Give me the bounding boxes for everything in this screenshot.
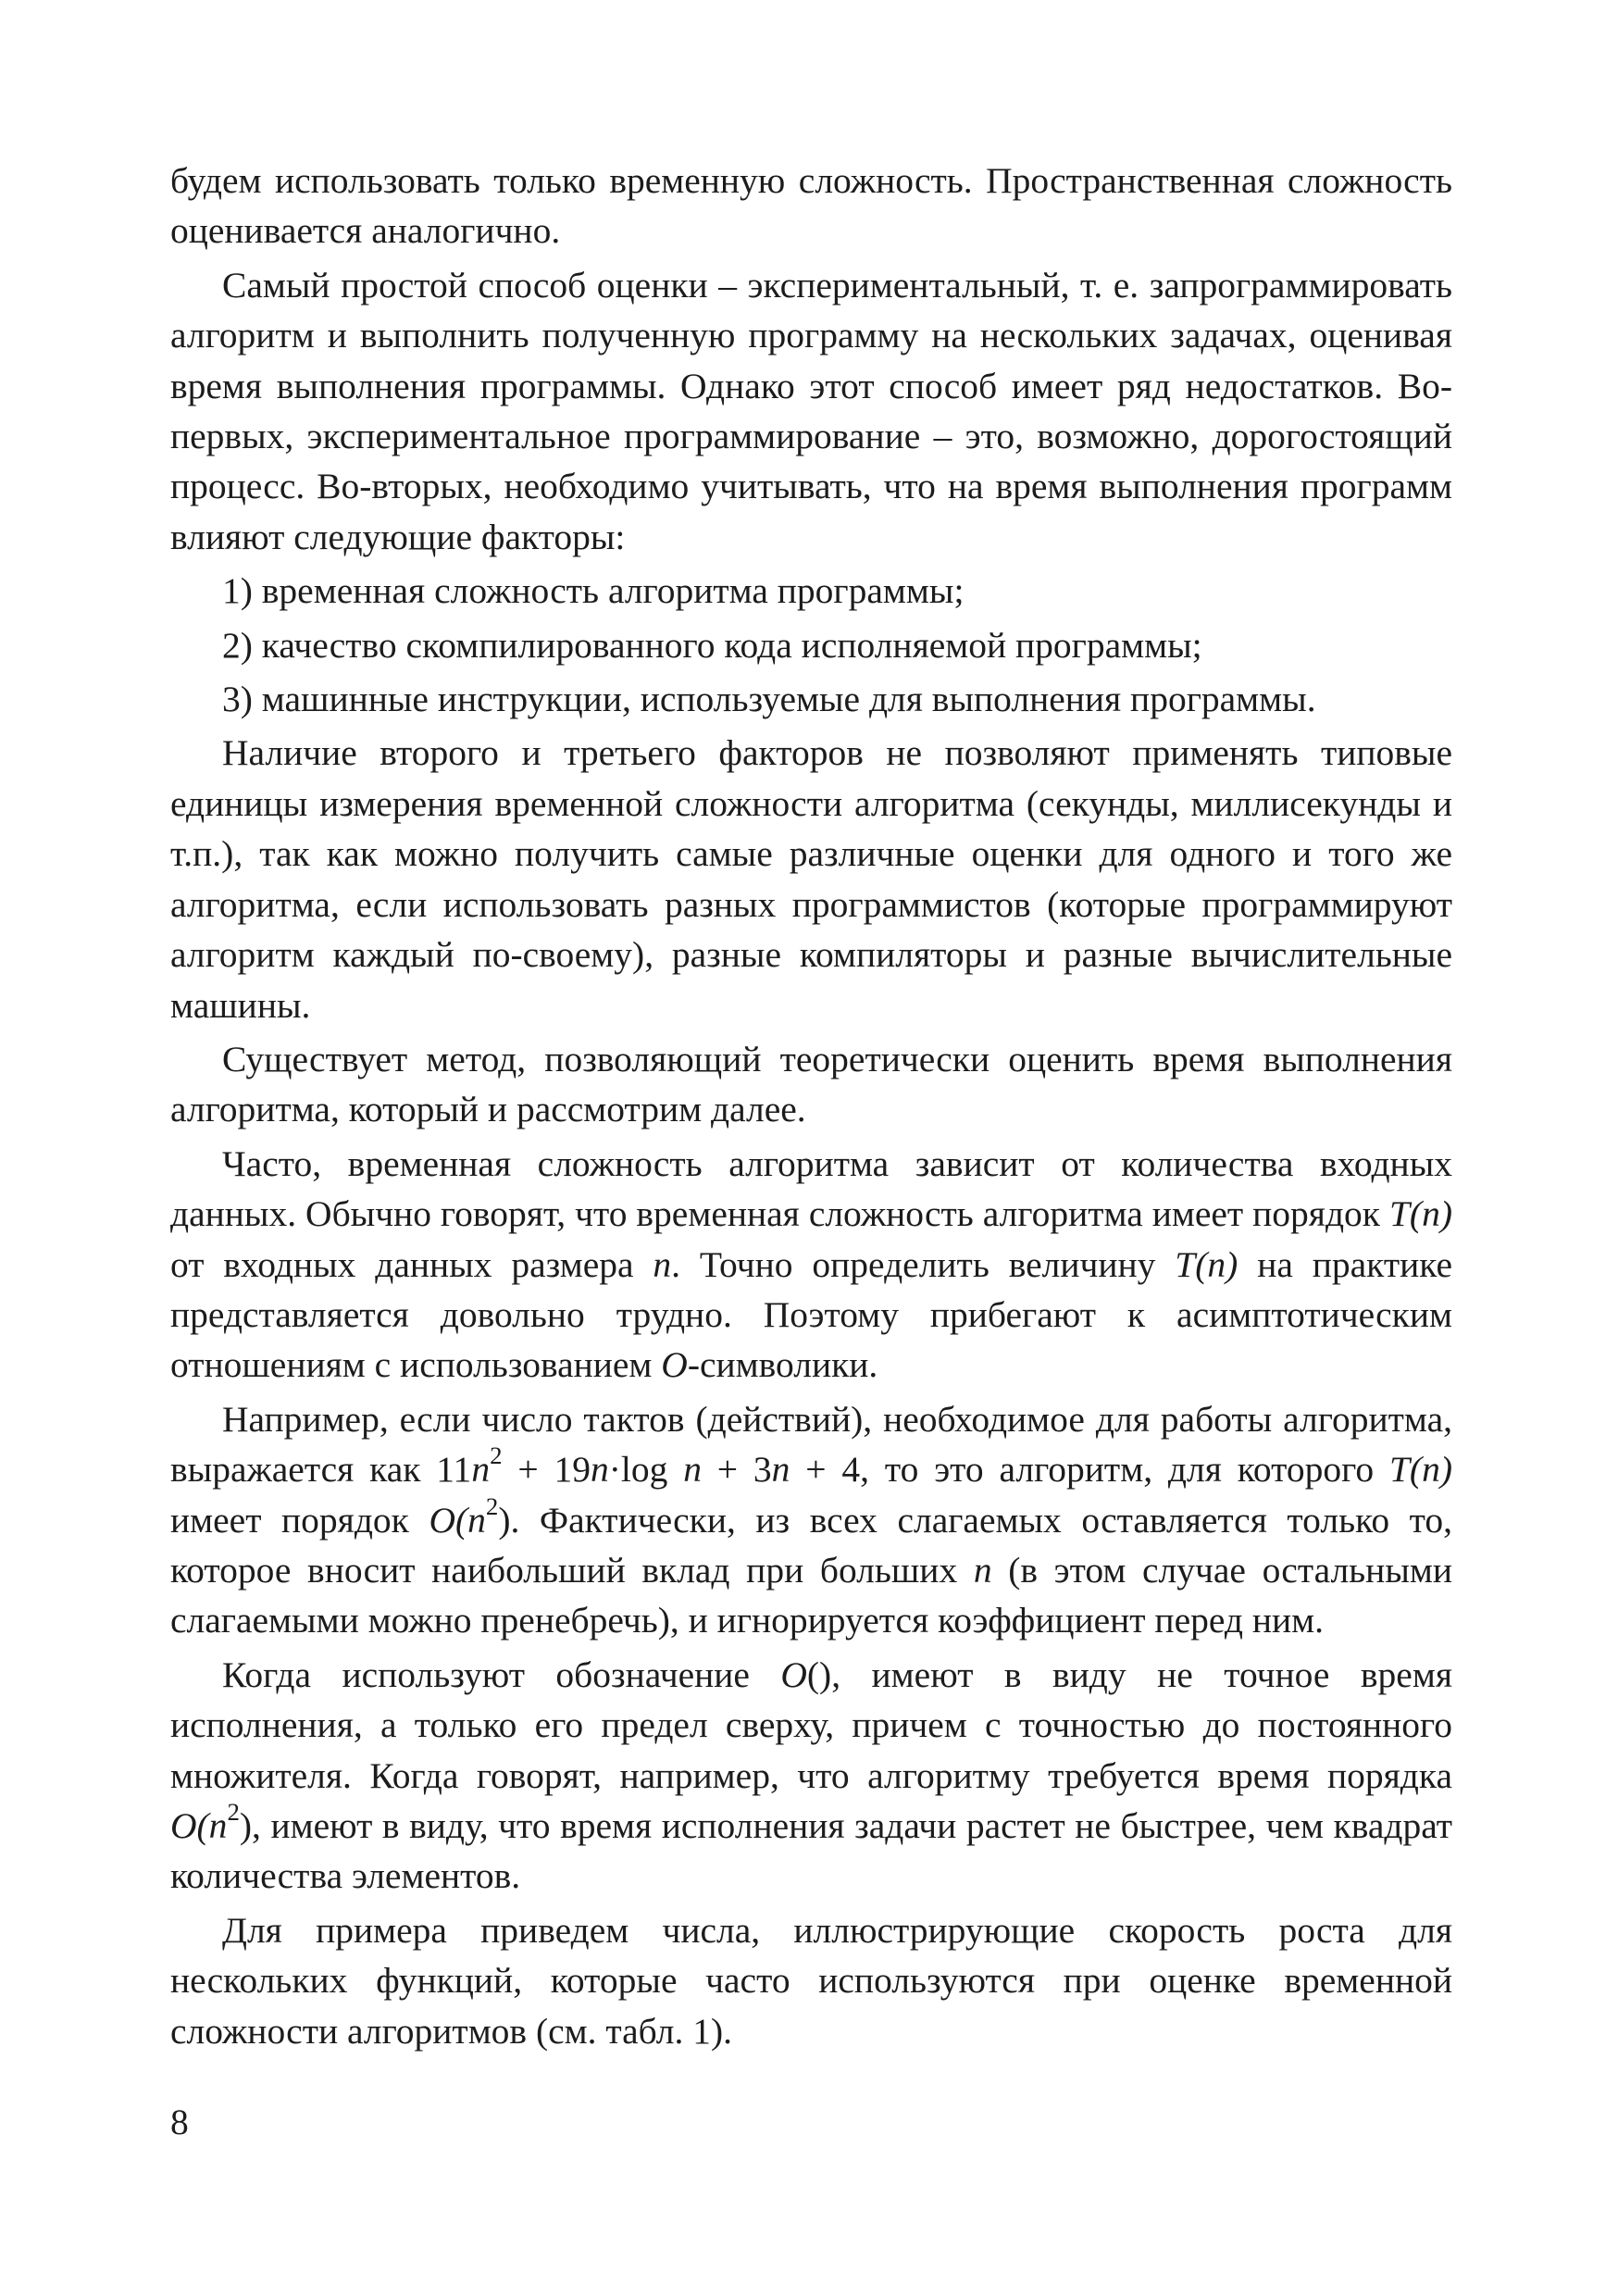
math-O-n-squared: O(n bbox=[429, 1499, 486, 1541]
paragraph-table-reference: Для примера приведем числа, иллюстрирующие скорость роста для нескольких функций, которые часто используются при оценке временной сложности алгоритмов (см. табл. 1). bbox=[170, 1909, 1452, 2052]
paragraph-complexity-order: Часто, временная сложность алгоритма зависит от количества входных данных. Обычно говорят, что временная сложность алгоритма имеет порядок T(n) от входных данных размера n. Точно определить величину T(n) на практике представляется довольно трудно. Поэтому прибегают к асимптотическим отношениям с использованием O-символики. bbox=[170, 1142, 1452, 1386]
math-n: n bbox=[653, 1243, 672, 1285]
list-item-factor-3: 3) машинные инструкции, используемые для выполнения программы. bbox=[222, 679, 1316, 720]
math-O: O bbox=[661, 1344, 688, 1386]
paragraph-big-o-notation: Когда используют обозначение O(), имеют в виду не точное время исполнения, а только его предел сверху, причем с точностью до постоянного множителя. Когда говорят, например, что алгоритму требуется время порядка $O(n^2)$, имеют в виду, что время исполнения задачи растет не быстрее, чем квадрат количества элементов. bbox=[170, 1653, 1452, 1897]
list-item-factor-2: 2) качество скомпилированного кода исполняемой программы; bbox=[222, 624, 1202, 666]
paragraph-theoretical-method: Существует метод, позволяющий теоретически оценить время выполнения алгоритма, который и рассмотрим далее. bbox=[170, 1038, 1452, 1130]
math-T-n: T(n) bbox=[1388, 1449, 1452, 1491]
page-body bbox=[170, 156, 1452, 2060]
math-O-n-squared: O(n bbox=[170, 1805, 228, 1846]
paragraph-example-formula: Например, если число тактов (действий), необходимое для работы алгоритма, выражается как $11n^2 + 19n\cdot\log$ n + 3n + 4, то это алгоритм, для которого T(n) имеет порядок $O(n^2)$. Фактически, из всех слагаемых оставляется только то, которое вносит наибольший вклад при больших n (в этом случае остальными слагаемыми можно пренебречь), и игнорируется коэффициент перед ним. bbox=[170, 1398, 1452, 1641]
math-O: O bbox=[780, 1653, 807, 1695]
page-number: 8 bbox=[170, 2102, 189, 2142]
math-T-n: T(n) bbox=[1175, 1243, 1238, 1285]
paragraph-continuation: будем использовать только временную сложность. Пространственная сложность оценивается аналогично. bbox=[170, 160, 1452, 252]
paragraph-experimental-method: Самый простой способ оценки – экспериментальный, т. е. запрограммировать алгоритм и выполнить полученную программу на нескольких задачах, оценивая время выполнения программы. Однако этот способ имеет ряд недостатков. Во-первых, экспериментальное программирование – это, возможно, дорогостоящий процесс. Во-вторых, необходимо учитывать, что на время выполнения программ влияют следующие факторы: bbox=[170, 264, 1452, 557]
paragraph-measurement-units: Наличие второго и третьего факторов не позволяют применять типовые единицы измерения временной сложности алгоритма (секунды, миллисекунды и т.п.), так как можно получить самые различные оценки для одного и того же алгоритма, если использовать разных программистов (которые программируют алгоритм каждый по-своему), разные компиляторы и разные вычислительные машины. bbox=[170, 732, 1452, 1026]
math-T-n: T(n) bbox=[1388, 1193, 1452, 1235]
list-item-factor-1: 1) временная сложность алгоритма программы; bbox=[222, 570, 965, 612]
